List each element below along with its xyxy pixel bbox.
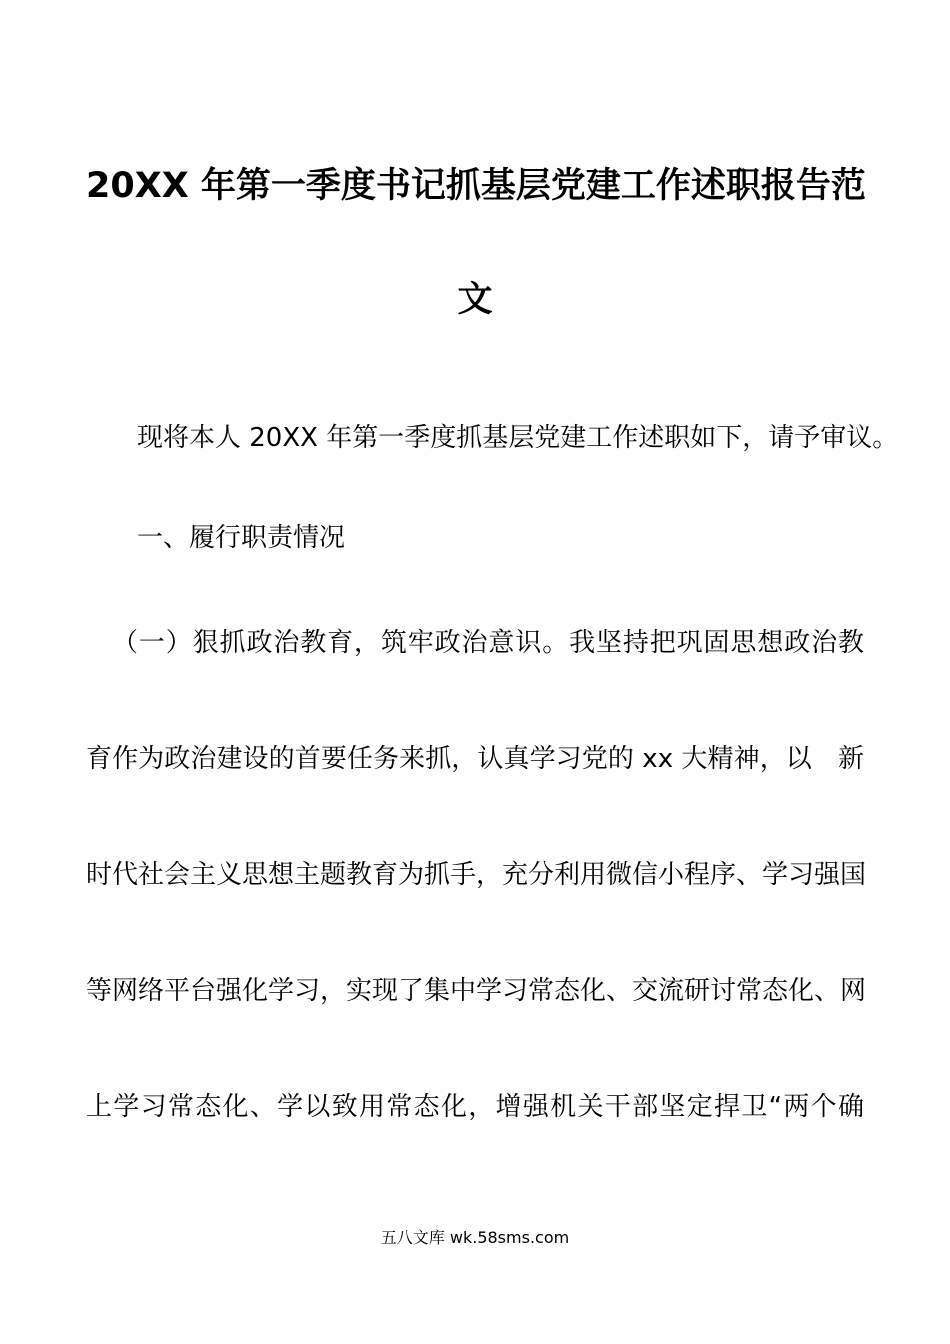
paragraph-line-2: 育作为政治建设的首要任务来抓，认真学习党的 xx 大精神，以 新 xyxy=(86,744,864,774)
footer-watermark: 五八文库 wk.58sms.com xyxy=(380,1228,570,1247)
document-title-line-2: 文 xyxy=(457,280,493,320)
paragraph-line-3: 时代社会主义思想主题教育为抓手，充分利用微信小程序、学习强国 xyxy=(86,860,867,890)
paragraph-line-4: 等网络平台强化学习，实现了集中学习常态化、交流研讨常态化、网 xyxy=(86,976,867,1006)
document-title-line-1: 20XX 年第一季度书记抓基层党建工作述职报告范 xyxy=(86,166,866,206)
paragraph-line-5: 上学习常态化、学以致用常态化，增强机关干部坚定捍卫“两个确 xyxy=(86,1092,864,1122)
paragraph-line-1: （一）狠抓政治教育，筑牢政治意识。我坚持把巩固思想政治教 xyxy=(112,628,864,658)
intro-paragraph: 现将本人 20XX 年第一季度抓基层党建工作述职如下，请予审议。 xyxy=(137,423,899,453)
section-heading-1: 一、履行职责情况 xyxy=(137,523,346,553)
